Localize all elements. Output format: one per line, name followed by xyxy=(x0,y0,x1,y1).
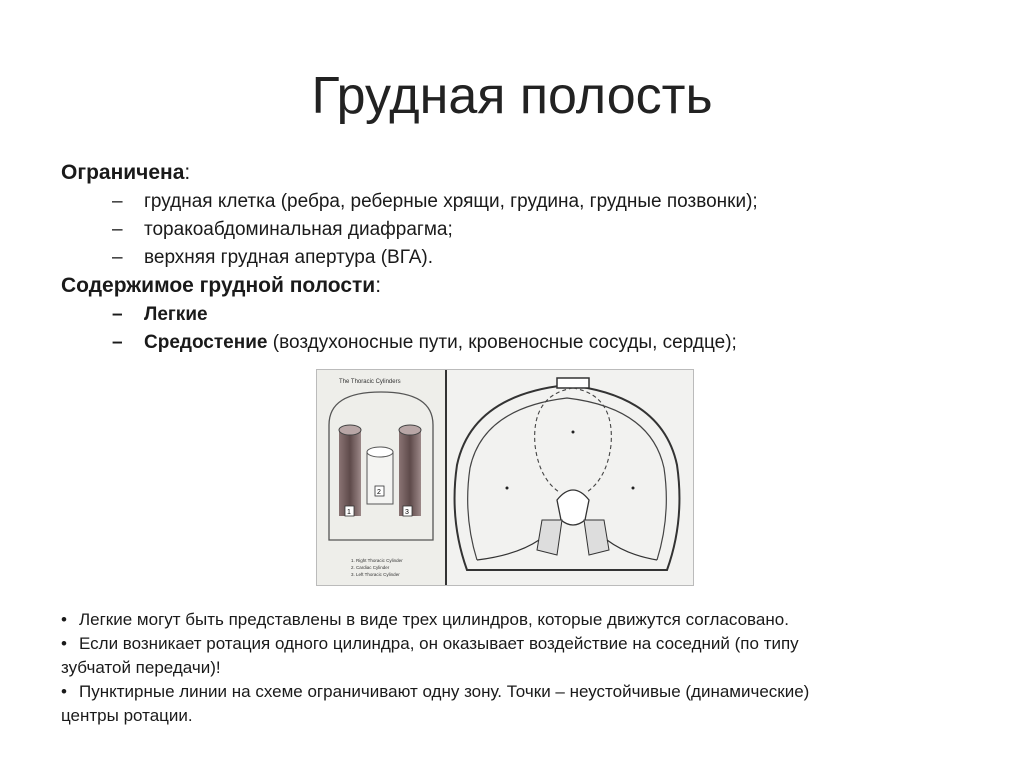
cardiac-cylinder-top xyxy=(367,447,393,457)
list-dash: – xyxy=(112,191,123,212)
heading-colon: : xyxy=(184,161,191,184)
thorax-cross-section-outer xyxy=(455,385,680,570)
sternum xyxy=(557,378,589,388)
rotation-center-dot xyxy=(632,487,635,490)
note-text: Легкие могут быть представлены в виде трех цилиндров, которые движутся согласовано. xyxy=(79,610,789,629)
legend-item-2: 2. Cardiac Cylinder xyxy=(351,565,390,570)
section-heading-bounded xyxy=(61,160,190,186)
legend-item-1: 1. Right Thoracic Cylinder xyxy=(351,558,403,563)
note-text: Если возникает ротация одного цилиндра, он оказывает воздействие на соседний (по типу xyxy=(79,634,799,653)
rib-head-left xyxy=(537,520,562,555)
left-cylinder-top xyxy=(399,425,421,435)
list-item-text: грудная клетка (ребра, реберные хрящи, грудина, грудные позвонки); xyxy=(144,191,758,212)
slide-title: Грудная полость xyxy=(311,67,713,125)
thorax-cross-section-inner xyxy=(468,398,667,560)
list-item-text: (воздухоносные пути, кровеносные сосуды, сердце); xyxy=(267,332,737,353)
dashed-zone-line xyxy=(535,388,612,492)
list-dash: – xyxy=(112,332,123,353)
bullet-glyph: • xyxy=(61,634,67,653)
heading-colon: : xyxy=(375,274,382,297)
note-text-continuation: зубчатой передачи)! xyxy=(61,658,221,677)
cylinder-label-3: 3 xyxy=(405,509,409,516)
section-heading-text: Ограничена xyxy=(61,161,185,184)
left-cylinder xyxy=(399,430,421,516)
figure-illustration xyxy=(317,370,693,585)
figure-caption-title: The Thoracic Cylinders xyxy=(339,379,401,385)
note-text: Пунктирные линии на схеме ограничивают одну зону. Точки – неустойчивые (динамические) xyxy=(79,682,810,701)
bullet-glyph: • xyxy=(61,610,67,629)
cylinder-label-1: 1 xyxy=(347,509,351,516)
posterior-ribs xyxy=(477,540,657,560)
list-item-bold: Легкие xyxy=(144,304,208,325)
legend-item-3: 3. Left Thoracic Cylinder xyxy=(351,572,400,577)
right-cylinder xyxy=(339,430,361,516)
rotation-center-dot xyxy=(506,487,509,490)
cylinder-label-2: 2 xyxy=(377,489,381,496)
section-heading-text: Содержимое грудной полости xyxy=(61,274,376,297)
list-dash: – xyxy=(112,304,123,325)
thoracic-cylinders-figure xyxy=(316,369,694,586)
list-item-text: торакоабдоминальная диафрагма; xyxy=(144,219,453,240)
list-dash: – xyxy=(112,247,123,268)
rotation-center-dot xyxy=(572,431,575,434)
list-dash: – xyxy=(112,219,123,240)
rib-head-right xyxy=(584,520,609,555)
bullet-glyph: • xyxy=(61,682,67,701)
list-item-text: верхняя грудная апертура (ВГА). xyxy=(144,247,433,268)
section-heading-contents xyxy=(61,273,381,299)
right-cylinder-top xyxy=(339,425,361,435)
note-text-continuation: центры ротации. xyxy=(61,706,193,725)
list-item-bold: Средостение xyxy=(144,332,268,353)
